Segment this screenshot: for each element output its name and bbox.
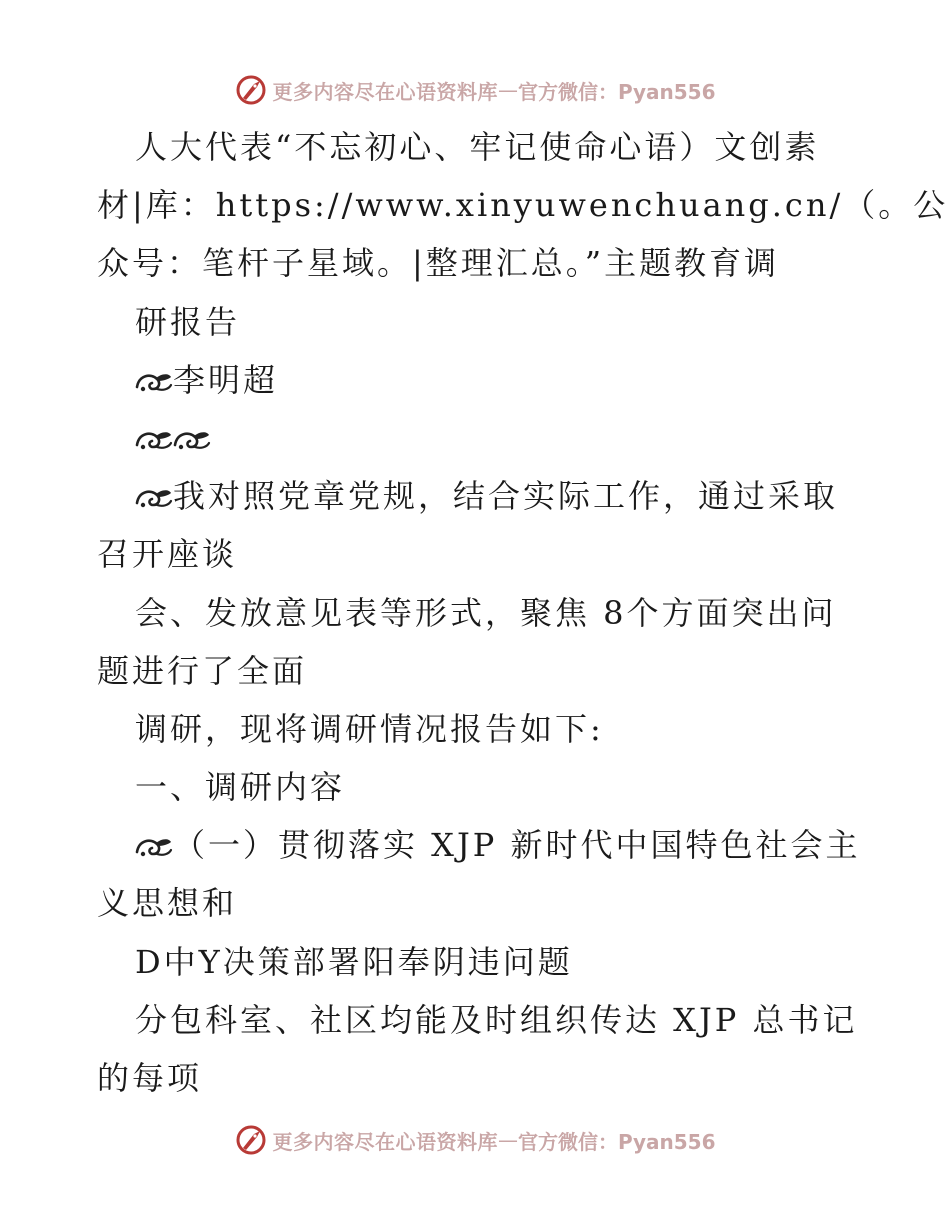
text-line: 我对照党章党规，结合实际工作，通过采取 bbox=[97, 467, 842, 525]
fleuron-ornament-icon bbox=[173, 427, 211, 451]
pen-nib-logo-icon bbox=[234, 1123, 268, 1157]
text-line: 义思想和 bbox=[97, 884, 238, 923]
fleuron-ornament-icon bbox=[135, 369, 173, 393]
fleuron-ornament-icon bbox=[135, 485, 173, 509]
subsection-heading: （一）贯彻落实 XJP 新时代中国特色社会主 bbox=[97, 816, 842, 874]
ornament-line bbox=[97, 409, 842, 467]
header-separator: — bbox=[497, 78, 518, 102]
text-line: 人大代表“不忘初心、牢记使命心语）文创素 bbox=[135, 128, 820, 166]
footer-banner bbox=[0, 1120, 950, 1160]
header-banner bbox=[0, 70, 950, 110]
text-line: D中Y决策部署阳奉阴违问题 bbox=[135, 942, 573, 981]
document-body bbox=[97, 118, 949, 1107]
author-line bbox=[97, 351, 842, 409]
text-line: 材|库：https://www.xinyuwenchuang.cn/（。公 bbox=[97, 186, 949, 225]
fleuron-ornament-icon bbox=[135, 834, 173, 858]
text-line: 分包科室、社区均能及时组织传达 XJP 总书记 bbox=[135, 1000, 858, 1039]
fleuron-ornament-icon bbox=[135, 427, 173, 451]
author-name: 李明超 bbox=[173, 360, 279, 399]
text-line: 召开座谈 bbox=[97, 535, 238, 574]
text-line: 题进行了全面 bbox=[97, 651, 308, 690]
text-line: 研报告 bbox=[135, 302, 241, 341]
pen-nib-logo-icon bbox=[234, 73, 268, 107]
footer-wechat: 官方微信：Pyan556 bbox=[517, 1129, 716, 1154]
text-line: 调研，现将调研情况报告如下: bbox=[135, 709, 604, 748]
header-wechat: 官方微信：Pyan556 bbox=[517, 79, 716, 104]
header-slogan: 更多内容尽在心语资料库 bbox=[272, 79, 498, 104]
text-line: 会、发放意见表等形式，聚焦 8个方面突出问 bbox=[135, 593, 837, 632]
footer-separator: — bbox=[497, 1128, 518, 1152]
text-line: 众号：笔杆子星域。|整理汇总。”主题教育调 bbox=[97, 244, 780, 283]
footer-slogan: 更多内容尽在心语资料库 bbox=[272, 1129, 498, 1154]
text-line: 的每项 bbox=[97, 1059, 203, 1097]
section-heading: 一、调研内容 bbox=[135, 768, 346, 807]
